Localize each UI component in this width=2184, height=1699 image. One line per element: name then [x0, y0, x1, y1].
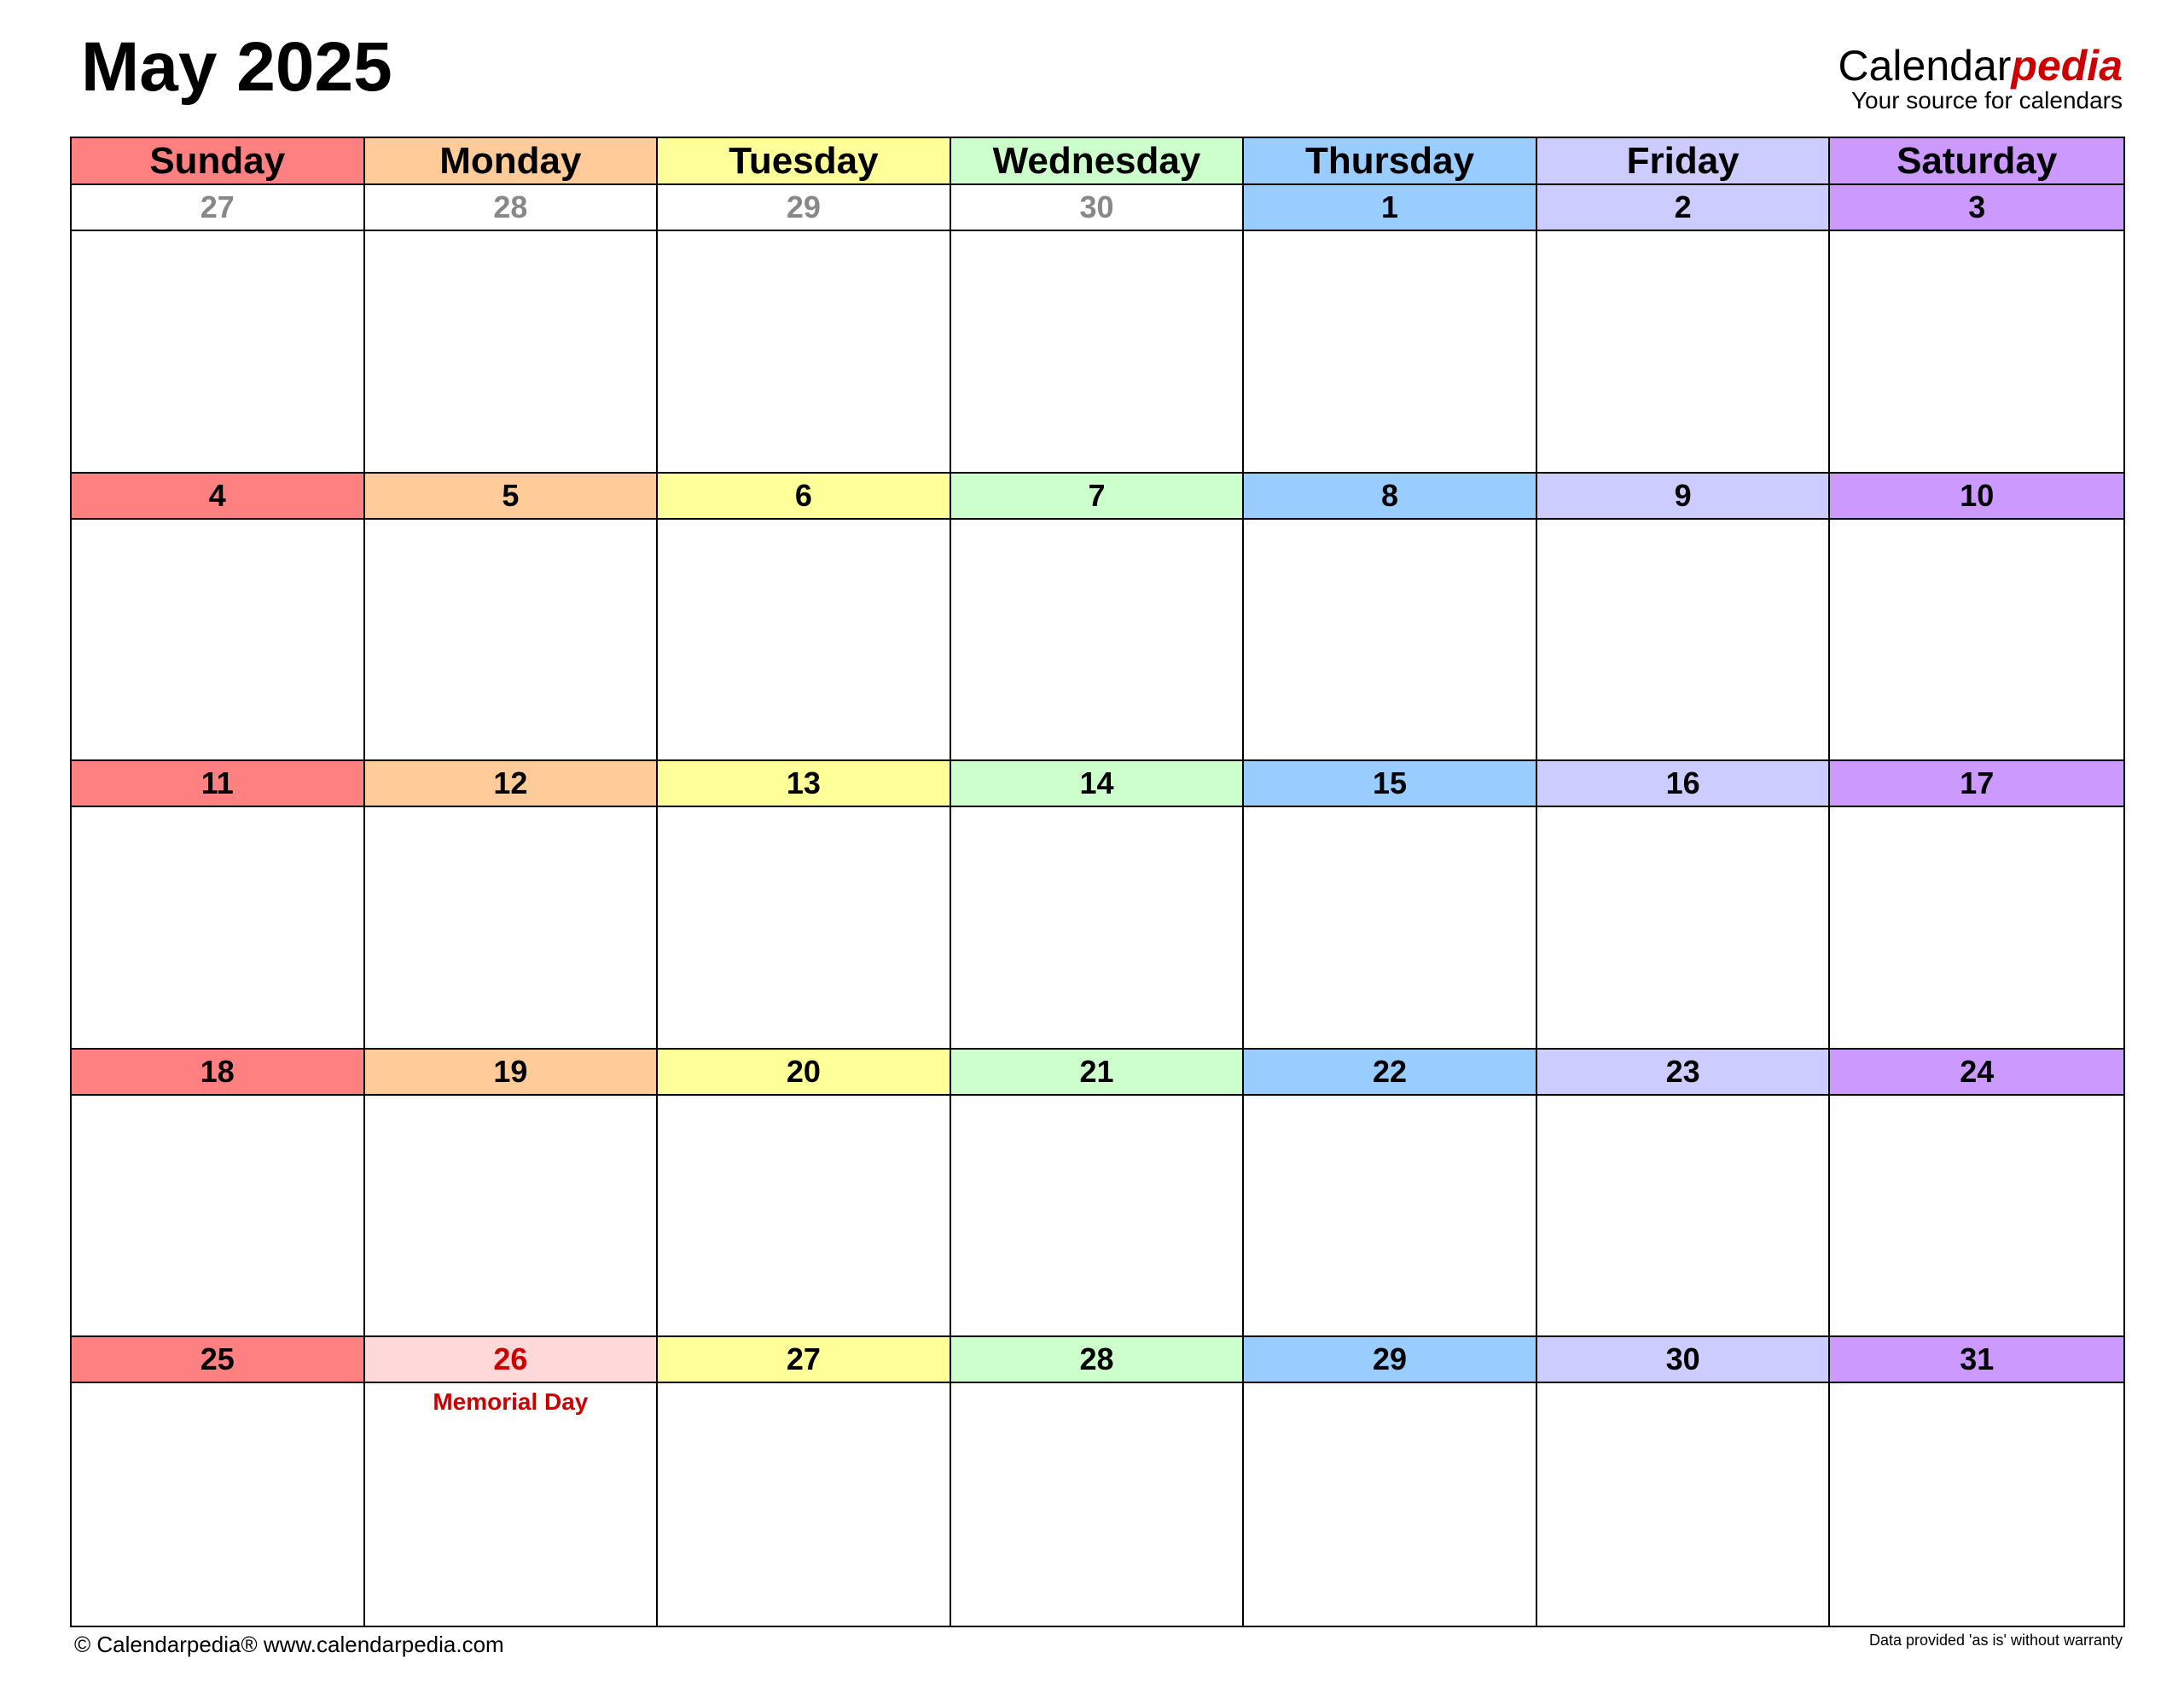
brand-logo	[1838, 44, 2123, 113]
day-number: 18	[72, 1050, 363, 1096]
day-number: 17	[1830, 761, 2123, 807]
day-cell[interactable]	[1830, 1050, 2123, 1338]
day-cell[interactable]	[1537, 1337, 1831, 1626]
day-number: 4	[72, 474, 363, 520]
day-number: 11	[72, 761, 363, 807]
day-cell[interactable]	[1537, 474, 1831, 762]
footer-copyright: © Calendarpedia® www.calendarpedia.com	[74, 1632, 504, 1657]
day-number: 6	[658, 474, 950, 520]
day-cell[interactable]	[365, 185, 659, 474]
day-number: 3	[1830, 185, 2123, 231]
day-cell[interactable]	[72, 1337, 365, 1626]
day-cell[interactable]	[658, 1050, 951, 1338]
day-cell[interactable]	[1830, 1337, 2123, 1626]
day-cell[interactable]	[72, 1050, 365, 1338]
day-number: 31	[1830, 1337, 2123, 1383]
day-cell[interactable]	[658, 761, 951, 1050]
day-cell[interactable]	[951, 474, 1245, 762]
day-number: 8	[1244, 474, 1536, 520]
day-cell[interactable]	[1537, 761, 1831, 1050]
day-cell[interactable]	[365, 1050, 659, 1338]
day-number: 23	[1537, 1050, 1829, 1096]
day-cell[interactable]	[951, 1050, 1245, 1338]
day-number: 19	[365, 1050, 657, 1096]
day-number: 25	[72, 1337, 363, 1383]
day-number: 28	[365, 185, 657, 231]
day-cell[interactable]	[1537, 185, 1831, 474]
day-number: 14	[951, 761, 1243, 807]
day-number: 13	[658, 761, 950, 807]
weekday-header-wednesday: Wednesday	[951, 138, 1245, 185]
day-number: 22	[1244, 1050, 1536, 1096]
day-cell[interactable]	[658, 474, 951, 762]
day-cell[interactable]	[951, 761, 1245, 1050]
day-cell[interactable]	[1830, 185, 2123, 474]
day-number: 15	[1244, 761, 1536, 807]
day-cell[interactable]	[72, 761, 365, 1050]
day-number: 27	[658, 1337, 950, 1383]
day-cell[interactable]	[365, 761, 659, 1050]
day-number: 12	[365, 761, 657, 807]
day-cell[interactable]	[72, 474, 365, 762]
day-cell[interactable]	[1244, 185, 1537, 474]
day-cell[interactable]	[951, 185, 1245, 474]
day-number: 16	[1537, 761, 1829, 807]
day-number: 26	[365, 1337, 657, 1383]
day-cell[interactable]	[1830, 474, 2123, 762]
day-cell[interactable]	[951, 1337, 1245, 1626]
day-cell[interactable]	[658, 1337, 951, 1626]
weekday-header-friday: Friday	[1537, 138, 1831, 185]
brand-name	[1838, 42, 2123, 90]
day-number: 27	[72, 185, 363, 231]
day-cell[interactable]	[365, 1337, 659, 1626]
day-cell[interactable]	[72, 185, 365, 474]
weekday-header-thursday: Thursday	[1244, 138, 1537, 185]
holiday-label: Memorial Day	[433, 1388, 589, 1416]
day-number: 2	[1537, 185, 1829, 231]
day-number: 29	[1244, 1337, 1536, 1383]
day-cell[interactable]	[658, 185, 951, 474]
day-number: 10	[1830, 474, 2123, 520]
day-number: 20	[658, 1050, 950, 1096]
day-cell[interactable]	[1244, 1337, 1537, 1626]
weekday-header-sunday: Sunday	[72, 138, 365, 185]
weekday-header-monday: Monday	[365, 138, 659, 185]
day-cell[interactable]	[1830, 761, 2123, 1050]
brand-tagline: Your source for calendars	[1850, 87, 2123, 113]
day-number: 7	[951, 474, 1243, 520]
day-number: 1	[1244, 185, 1536, 231]
page-title: May 2025	[81, 28, 392, 106]
day-number: 24	[1830, 1050, 2123, 1096]
brand-name-main: Calendar	[1838, 42, 2012, 90]
day-cell[interactable]	[1244, 761, 1537, 1050]
weekday-header-tuesday: Tuesday	[658, 138, 951, 185]
weekday-header-saturday: Saturday	[1830, 138, 2123, 185]
day-number: 29	[658, 185, 950, 231]
day-number: 28	[951, 1337, 1243, 1383]
day-number: 9	[1537, 474, 1829, 520]
day-number: 30	[951, 185, 1243, 231]
day-number: 30	[1537, 1337, 1829, 1383]
calendar-grid	[70, 137, 2125, 1627]
day-number: 21	[951, 1050, 1243, 1096]
brand-name-accent: pedia	[2011, 42, 2123, 90]
day-cell[interactable]	[1244, 1050, 1537, 1338]
day-number: 5	[365, 474, 657, 520]
day-cell[interactable]	[1244, 474, 1537, 762]
day-cell[interactable]	[1537, 1050, 1831, 1338]
footer-disclaimer: Data provided 'as is' without warranty	[1868, 1632, 2123, 1649]
day-cell[interactable]	[365, 474, 659, 762]
